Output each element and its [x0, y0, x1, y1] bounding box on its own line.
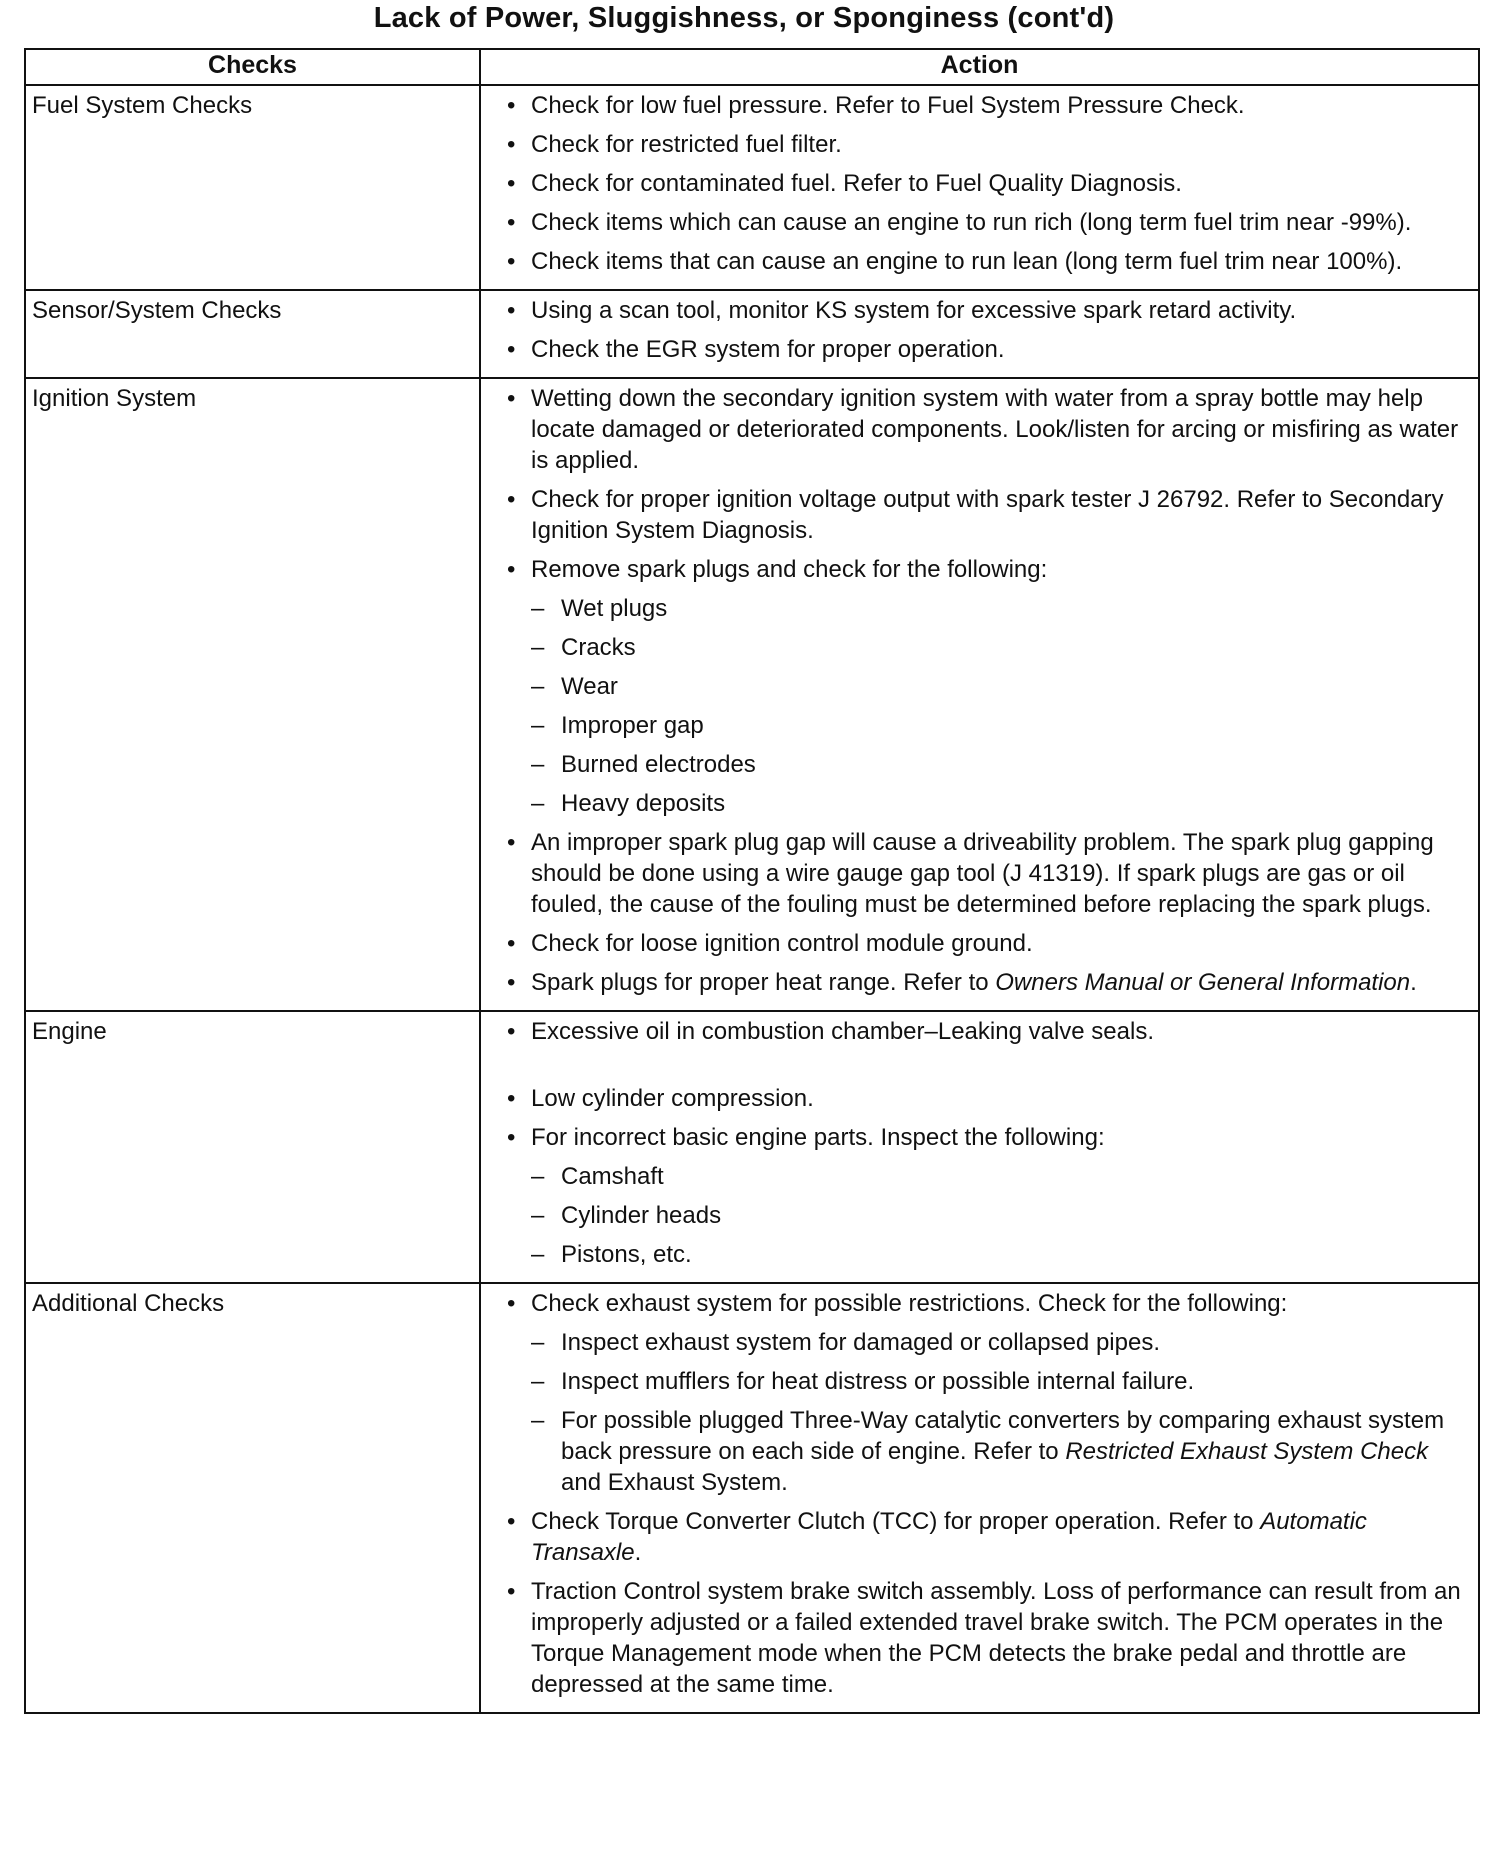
reference-text: Owners Manual or General Information: [995, 969, 1411, 996]
action-item: • Check for low fuel pressure. Refer to Fuel System Pressure Check.: [531, 90, 1468, 121]
table-row: [25, 85, 1479, 290]
sub-item: – Cracks: [561, 632, 1468, 663]
action-item: • Check items which can cause an engine to run rich (long term fuel trim near -99%).: [531, 207, 1468, 238]
sub-item: – Inspect mufflers for heat distress or possible internal failure.: [561, 1366, 1468, 1397]
table-header-row: [25, 49, 1479, 85]
reference-text: Restricted Exhaust System Check: [1065, 1438, 1429, 1465]
column-header-action: Action: [480, 49, 1479, 85]
table-row: [25, 378, 1479, 1011]
action-item: • Check for restricted fuel filter.: [531, 129, 1468, 160]
reference-text: Automatic Transaxle: [531, 1508, 1367, 1566]
sub-item: – Inspect exhaust system for damaged or collapsed pipes.: [561, 1327, 1468, 1358]
action-item: • Check for loose ignition control module ground.: [531, 928, 1468, 959]
sub-item: – For possible plugged Three-Way catalytic converters by comparing exhaust system back pressure on each side of engine. Refer to Restricted Exhaust System Check and Exhaust System.: [561, 1405, 1468, 1498]
sub-item: – Heavy deposits: [561, 788, 1468, 819]
action-item: • Check items that can cause an engine to run lean (long term fuel trim near 100%).: [531, 246, 1468, 277]
table-row: [25, 1283, 1479, 1713]
action-item: • An improper spark plug gap will cause a driveability problem. The spark plug gapping should be done using a wire gauge gap tool (J 41319). If spark plugs are gas or oil fouled, the cause of the fouling must be determined before replacing the spark plugs.: [531, 827, 1468, 920]
column-header-checks: Checks: [25, 49, 480, 85]
action-item: • Spark plugs for proper heat range. Refer to Owners Manual or General Information.: [531, 967, 1468, 998]
action-item: • Excessive oil in combustion chamber–Leaking valve seals.: [531, 1016, 1468, 1047]
sub-item: – Improper gap: [561, 710, 1468, 741]
action-item: • Check the EGR system for proper operation.: [531, 334, 1468, 365]
action-cell: [480, 378, 1479, 1011]
table-row: [25, 1011, 1479, 1283]
action-item: • Check for proper ignition voltage output with spark tester J 26792. Refer to Secondary Ignition System Diagnosis.: [531, 484, 1468, 546]
action-cell: [480, 1283, 1479, 1713]
action-item: • Using a scan tool, monitor KS system for excessive spark retard activity.: [531, 295, 1468, 326]
check-category: Engine: [25, 1011, 480, 1283]
action-cell: [480, 290, 1479, 378]
sub-item: – Wet plugs: [561, 593, 1468, 624]
action-item: • Check for contaminated fuel. Refer to Fuel Quality Diagnosis.: [531, 168, 1468, 199]
diagnosis-table: [24, 48, 1480, 1714]
check-category: Additional Checks: [25, 1283, 480, 1713]
page-title: Lack of Power, Sluggishness, or Sponginess (cont'd): [373, 2, 1115, 34]
action-cell: [480, 1011, 1479, 1283]
sub-item: – Pistons, etc.: [561, 1239, 1468, 1270]
sub-item: – Cylinder heads: [561, 1200, 1468, 1231]
action-item: • Check Torque Converter Clutch (TCC) for proper operation. Refer to Automatic Transaxle.: [531, 1506, 1468, 1568]
table-row: [25, 290, 1479, 378]
action-item: • Traction Control system brake switch assembly. Loss of performance can result from an improperly adjusted or a failed extended travel brake switch. The PCM operates in the Torque Management mode when the PCM detects the brake pedal and throttle are depressed at the same time.: [531, 1576, 1468, 1700]
sub-item: – Wear: [561, 671, 1468, 702]
check-category: Ignition System: [25, 378, 480, 1011]
check-category: Sensor/System Checks: [25, 290, 480, 378]
sub-item: – Burned electrodes: [561, 749, 1468, 780]
action-item: • Check exhaust system for possible restrictions. Check for the following:: [531, 1288, 1468, 1319]
sub-item: – Camshaft: [561, 1161, 1468, 1192]
action-item: • Wetting down the secondary ignition system with water from a spray bottle may help locate damaged or deteriorated components. Look/listen for arcing or misfiring as water is applied.: [531, 383, 1468, 476]
action-item: • For incorrect basic engine parts. Inspect the following:: [531, 1122, 1468, 1153]
check-category: Fuel System Checks: [25, 85, 480, 290]
table-body: [25, 85, 1479, 1713]
action-cell: [480, 85, 1479, 290]
action-item: • Low cylinder compression.: [531, 1083, 1468, 1114]
action-item: • Remove spark plugs and check for the following:: [531, 554, 1468, 585]
